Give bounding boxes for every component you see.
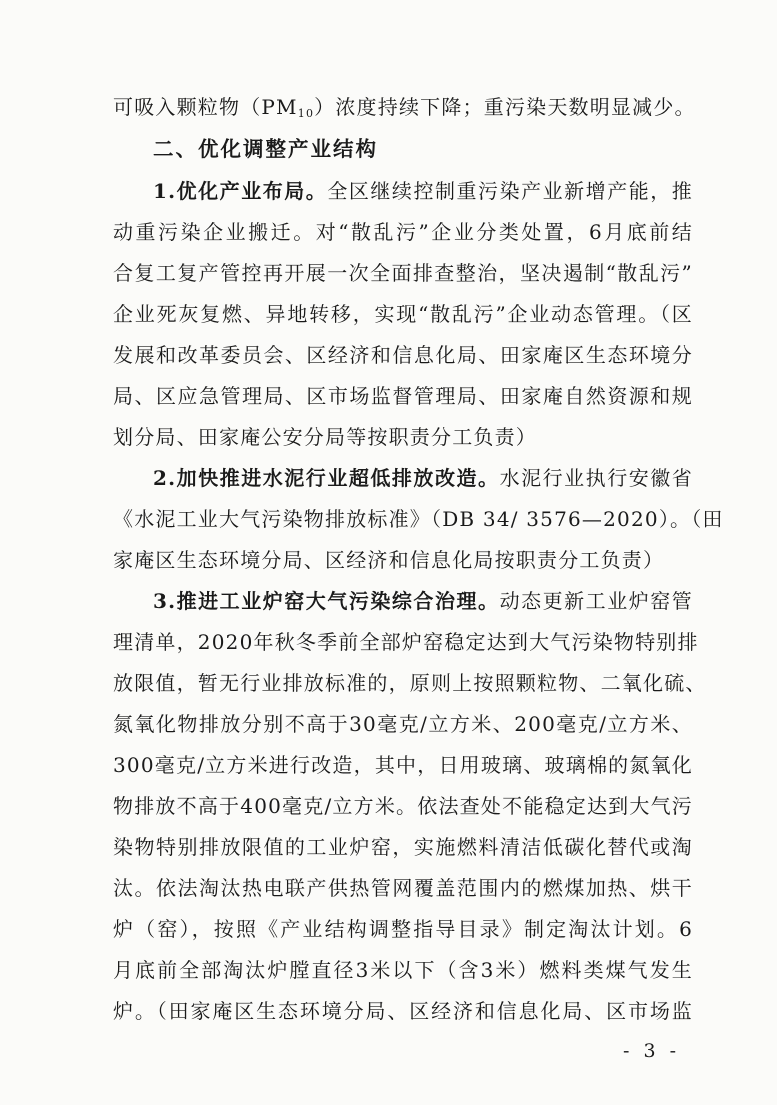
paragraph-title: 2.加快推进水泥行业超低排放改造。 [153,466,500,490]
paragraph-3-line-10: 月底前全部淘汰炉膛直径3米以下（含3米）燃料类煤气发生 [113,958,693,982]
paragraph-3-line-7: 染物特别排放限值的工业炉窑，实施燃料清洁低碳化替代或淘 [113,835,693,859]
paragraph-3-line-2: 理清单，2020年秋冬季前全部炉窑稳定达到大气污染物特别排 [113,630,699,654]
subscript: 10 [297,107,315,120]
paragraph-1-line-4: 企业死灰复燃、异地转移，实现“散乱污”企业动态管理。（区 [113,302,693,326]
paragraph-2-line-1 [153,465,693,491]
paragraph-3-line-8: 汰。依法淘汰热电联产供热管网覆盖范围内的燃煤加热、烘干 [113,876,693,900]
paragraph-3-line-1 [153,588,693,614]
section-heading: 二、优化调整产业结构 [153,137,378,161]
paragraph-3-line-5: 300毫克/立方米进行改造，其中，日用玻璃、玻璃棉的氮氧化 [113,753,693,777]
text-segment: 水泥行业执行安徽省 [499,466,693,490]
paragraph-1-line-6: 局、区应急管理局、区市场监督管理局、田家庵自然资源和规 [113,384,693,408]
continuation-line [113,94,696,127]
paragraph-title: 1.优化产业布局。 [153,179,328,203]
paragraph-3-line-6: 物排放不高于400毫克/立方米。依法查处不能稳定达到大气污 [113,794,693,818]
paragraph-1-line-2: 动重污染企业搬迁。对“散乱污”企业分类处置，6月底前结 [113,220,693,244]
paragraph-1-line-7: 划分局、田家庵公安分局等按职责分工负责） [113,425,537,449]
page-number: - 3 - [623,1040,681,1062]
paragraph-3-line-9: 炉（窑），按照《产业结构调整指导目录》制定淘汰计划。6 [113,917,693,941]
text-segment: 全区继续控制重污染产业新增产能，推 [327,179,693,203]
paragraph-3-line-4: 氮氧化物排放分别不高于30毫克/立方米、200毫克/立方米、 [113,712,693,736]
paragraph-3-line-11: 炉。（田家庵区生态环境分局、区经济和信息化局、区市场监 [113,999,693,1023]
text-segment: 可吸入颗粒物（PM [113,95,298,119]
paragraph-title: 3.推进工业炉窑大气污染综合治理。 [153,589,500,613]
paragraph-1-line-5: 发展和改革委员会、区经济和信息化局、田家庵区生态环境分 [113,343,693,367]
text-segment: ）浓度持续下降；重污染天数明显减少。 [314,95,696,119]
paragraph-2-line-3: 家庵区生态环境分局、区经济和信息化局按职责分工负责） [113,548,665,572]
text-segment: 动态更新工业炉窑管 [499,589,693,613]
paragraph-2-line-2: 《水泥工业大气污染物排放标准》（DB 34/ 3576—2020）。（田 [113,507,724,531]
paragraph-1-line-1 [153,178,693,204]
paragraph-3-line-3: 放限值，暂无行业排放标准的，原则上按照颗粒物、二氧化硫、 [113,671,707,695]
paragraph-1-line-3: 合复工复产管控再开展一次全面排查整治，坚决遏制“散乱污” [113,261,693,285]
